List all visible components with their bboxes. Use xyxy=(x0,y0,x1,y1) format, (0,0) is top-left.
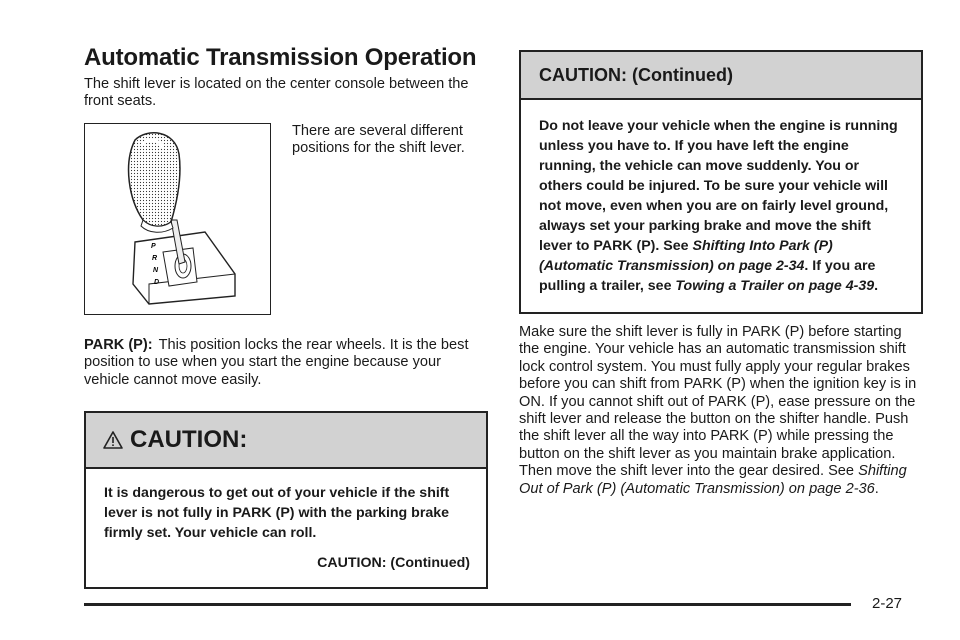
park-label: PARK (P): xyxy=(84,336,153,353)
caution-continued-box xyxy=(519,50,923,314)
gear-label-d: D xyxy=(154,278,160,286)
caution-continued-title: CAUTION: (Continued) xyxy=(539,64,733,85)
park-paragraph xyxy=(84,337,488,389)
reference-link-shifting-out-of-park[interactable]: Shifting Out of Park (P) (Automatic Transmission) on page 2-36 xyxy=(519,463,907,497)
right-column xyxy=(519,50,923,498)
figure-caption: There are several different positions for the shift lever. xyxy=(292,122,465,157)
caution-continued-label: CAUTION: (Continued) xyxy=(317,555,470,572)
shift-lever-illustration xyxy=(84,123,271,315)
caution-text: It is dangerous to get out of your vehicle if the shift lever is not fully in PARK (P) with the parking brake firmly set. Your vehicle can roll. xyxy=(104,485,450,542)
caution-box xyxy=(84,411,488,589)
gear-label-r: R xyxy=(152,254,158,262)
caution-continued-header xyxy=(521,52,921,100)
caution-body xyxy=(86,469,486,587)
page-title: Automatic Transmission Operation xyxy=(84,44,477,71)
caution-continued-text-1: Do not leave your vehicle when the engine is running unless you have to. If you have left the engine running, the vehicle can move suddenly. You or others could be injured. To be sure your vehicle will not move, even when you are on fairly level ground, always set your parking brake and move the shift lever to PARK (P). See xyxy=(539,118,898,254)
footer-rule xyxy=(84,603,851,606)
caution-title: CAUTION: xyxy=(130,426,248,454)
intro-paragraph: The shift lever is located on the center console between the front seats. xyxy=(84,76,469,110)
left-column xyxy=(84,44,488,589)
gear-label-n: N xyxy=(153,266,159,274)
caution-header xyxy=(86,413,486,469)
shift-lock-text: Make sure the shift lever is fully in PARK (P) before starting the engine. Your vehicle has an automatic transmission shift lock control system. You must fully apply your regular brakes before you can shift from PARK (P) when the ignition key is in ON. If you cannot shift out of PARK (P), ease pressure on the shift lever and release the button on the shifter handle. Push the shift lever all the way into PARK (P) while pressing the button on the shift lever as you maintain brake application. Then move the shift lever into the gear desired. See xyxy=(519,324,917,480)
park-text: This position locks the rear wheels. It is the best position to use when you start the engine because your vehicle cannot move easily. xyxy=(84,336,469,388)
reference-link-shifting-into-park[interactable]: Shifting Into Park (P) (Automatic Transmission) on page 2-34 xyxy=(539,238,833,274)
reference-link-towing-a-trailer[interactable]: Towing a Trailer on page 4-39 xyxy=(675,278,875,294)
warning-triangle-icon xyxy=(102,430,124,450)
shift-lock-paragraph xyxy=(519,324,923,498)
shift-lock-text-end: . xyxy=(874,480,879,497)
shift-lever-drawing xyxy=(85,124,269,313)
page-number: 2-27 xyxy=(872,595,903,612)
caution-continued-text-2: . If you are pulling a trailer, see xyxy=(539,258,876,294)
caution-continued-text-3: . xyxy=(874,278,879,294)
caution-continued-body xyxy=(521,100,921,312)
figure-row xyxy=(84,123,488,313)
gear-label-p: P xyxy=(151,242,156,250)
